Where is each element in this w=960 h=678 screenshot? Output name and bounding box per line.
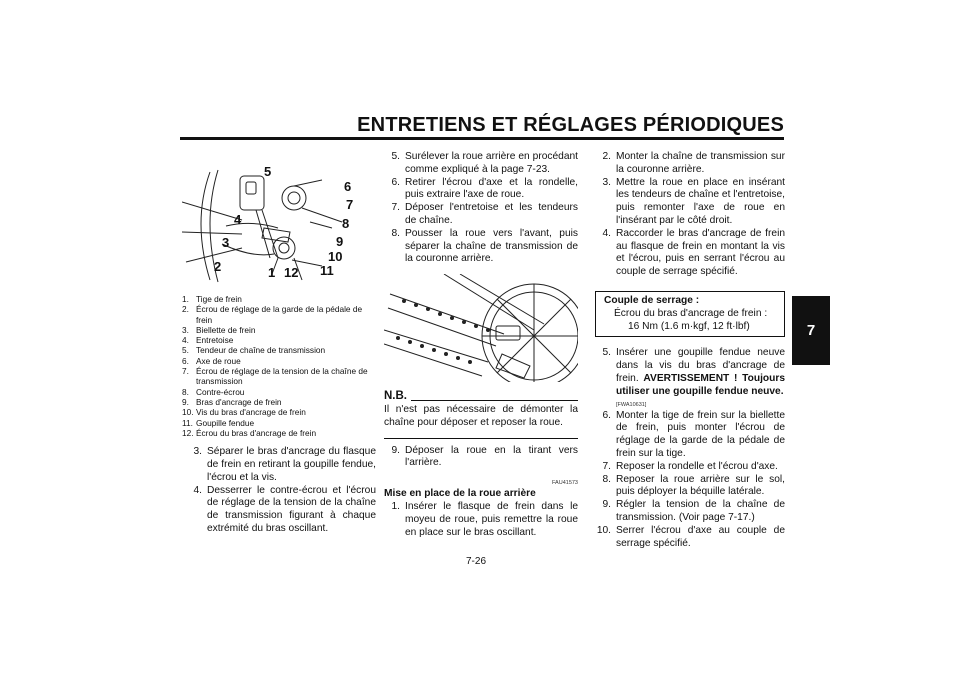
col1-steps xyxy=(182,446,376,536)
callout-6: 6 xyxy=(344,179,352,194)
column-3 xyxy=(595,151,785,550)
step-item: 3. Mettre la roue en place en insérant les tendeurs de chaîne et l'entretoise, puis remonter l'axe de roue en l'insérant par le côté droit. xyxy=(602,176,786,226)
chapter-tab: 7 xyxy=(792,296,830,365)
subsection-title: Mise en place de la roue arrière xyxy=(384,488,536,500)
torque-spec-box xyxy=(595,291,785,337)
step-item: 9. Déposer la roue en la tirant vers l'arrière. xyxy=(391,444,578,469)
step-item: 4. Desserrer le contre-écrou et l'écrou de réglage de la tension de la chaîne de transmission figurant à chaque extrémité du bras oscillant. xyxy=(193,484,376,534)
note-title: N.B. xyxy=(384,390,407,403)
step-item: 5. Insérer une goupille fendue neuve dans la vis du bras d'ancrage de frein. AVERTISSEMENT ! Toujours utiliser une goupille fendue neuve. xyxy=(602,347,785,397)
legend-item: 2. Écrou de réglage de la garde de la pédale de frein xyxy=(182,304,363,325)
note-block xyxy=(384,390,578,438)
header-rule xyxy=(180,137,784,140)
callout-3: 3 xyxy=(222,235,230,250)
legend-item: 7. Écrou de réglage de la tension de la chaîne de transmission xyxy=(182,366,368,387)
torque-spec-value: 16 Nm (1.6 m·kgf, 12 ft·lbf) xyxy=(628,320,750,332)
callout-12: 12 xyxy=(284,265,299,280)
legend-item: 10. Vis du bras d'ancrage de frein xyxy=(182,407,306,418)
callout-2: 2 xyxy=(214,259,222,274)
legend-item: 6. Axe de roue xyxy=(182,355,241,366)
step-item: 5. Surélever la roue arrière en procédant comme expliqué à la page 7-23. xyxy=(391,151,578,175)
axle-assembly-drawing xyxy=(182,162,372,286)
step-item: 3. Séparer le bras d'ancrage du flasque de frein en retirant la goupille fendue, l'écrou et la vis. xyxy=(193,446,376,483)
step-item: 4. Raccorder le bras d'ancrage de frein au flasque de frein en montant la vis et l'écrou, puis en serrant l'écrou au couple de serrage spécifié. xyxy=(602,227,785,278)
callout-9: 9 xyxy=(336,234,344,249)
torque-spec-line: Écrou du bras d'ancrage de frein : xyxy=(614,307,768,319)
legend-item: 5. Tendeur de chaîne de transmission xyxy=(182,345,326,356)
figure-legend xyxy=(182,294,376,438)
torque-spec-title: Couple de serrage : xyxy=(604,294,700,306)
legend-item: 9. Bras d'ancrage de frein xyxy=(182,396,282,407)
page-header-title: ENTRETIENS ET RÉGLAGES PÉRIODIQUES xyxy=(357,114,784,136)
column-2 xyxy=(384,151,578,539)
rear-wheel-axle-illustration xyxy=(182,162,372,286)
note-text: Il n'est pas nécessaire de démonter la chaîne pour déposer et reposer la roue. xyxy=(384,403,578,428)
callout-1: 1 xyxy=(268,265,276,280)
step-item: 6. Retirer l'écrou d'axe et la rondelle, puis extraire l'axe de roue. xyxy=(391,176,578,201)
chain-drawing xyxy=(384,274,578,382)
step-item: 7. Déposer l'entretoise et les tendeurs de chaîne. xyxy=(391,202,578,226)
step-item: 7. Reposer la rondelle et l'écrou d'axe. xyxy=(602,460,778,472)
step-item: 10. Serrer l'écrou d'axe au couple de serrage spécifié. xyxy=(596,524,785,549)
step-item: 2. Monter la chaîne de transmission sur la couronne arrière. xyxy=(602,151,785,175)
legend-item: 8. Contre-écrou xyxy=(182,386,245,397)
callout-4: 4 xyxy=(234,212,242,227)
step-item: 9. Régler la tension de la chaîne de transmission. (Voir page 7-17.) xyxy=(602,499,785,523)
step-item: 8. Pousser la roue vers l'avant, puis séparer la chaîne de transmission de la couronne arrière. xyxy=(391,227,578,265)
legend-item: 3. Biellette de frein xyxy=(182,324,256,335)
legend-item: 12. Écrou du bras d'ancrage de frein xyxy=(182,427,317,438)
callout-8: 8 xyxy=(342,216,350,231)
legend-item: 11. Goupille fendue xyxy=(182,417,255,428)
callout-5: 5 xyxy=(264,164,272,179)
step-item: 1. Insérer le flasque de frein dans le moyeu de roue, puis remettre la roue en place sur le bras oscillant. xyxy=(391,500,578,538)
legend-item: 4. Entretoise xyxy=(182,335,234,346)
note-rule xyxy=(411,400,578,401)
callout-7: 7 xyxy=(346,197,354,212)
warning-text: AVERTISSEMENT ! Toujours utiliser une goupille fendue neuve. xyxy=(616,372,785,397)
chain-sprocket-illustration xyxy=(384,274,578,382)
callout-10: 10 xyxy=(328,249,343,264)
callout-11: 11 xyxy=(320,263,334,278)
column-1 xyxy=(182,162,376,536)
step-item: 6. Monter la tige de frein sur la biellette de frein, puis monter l'écrou de réglage de la garde de la pédale de frein sur la tige. xyxy=(602,409,785,459)
legend-item: 1. Tige de frein xyxy=(182,294,242,304)
reference-code: [FWA10631] xyxy=(616,401,647,408)
reference-code: FAU41573 xyxy=(552,480,578,487)
note-header xyxy=(384,390,578,403)
step-item: 8. Reposer la roue arrière sur le sol, puis déployer la béquille latérale. xyxy=(602,473,785,498)
page-number: 7-26 xyxy=(466,556,487,567)
